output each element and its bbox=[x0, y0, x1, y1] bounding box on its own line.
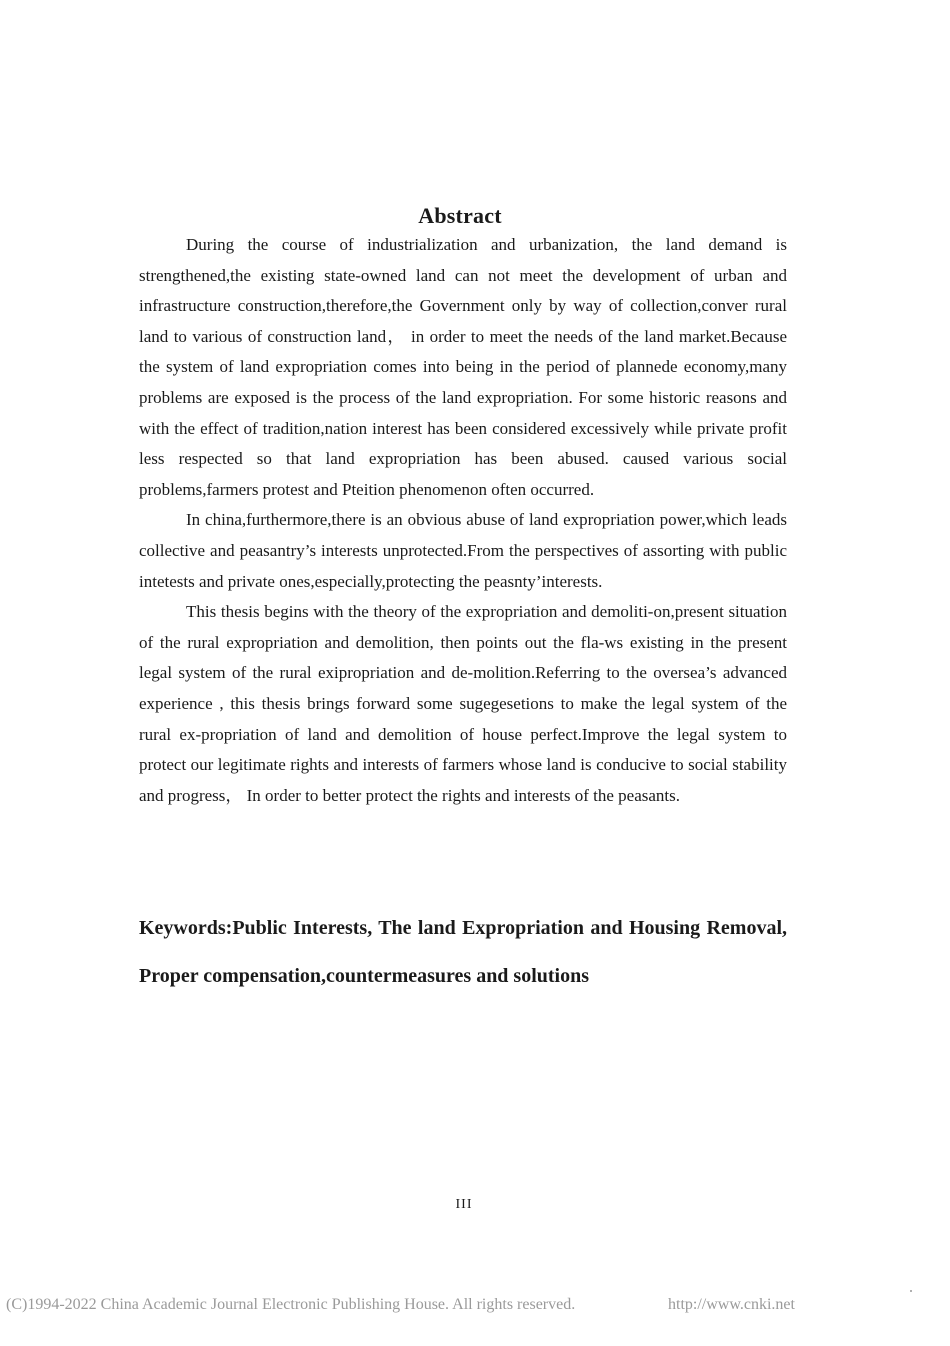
page-title: Abstract bbox=[418, 202, 502, 228]
abstract-paragraph: During the course of industrialization and urbanization, the land demand is strengthened,the existing state-owned land can not meet the development of urban and infrastructure construction,therefore,the Government only by way of collection,conver rural land to various of construction land， in order to meet the needs of the land market.Because the system of land expropriation comes into being in the period of plannede economy,many problems are exposed is the process of the land expropriation. For some historic reasons and with the effect of tradition,nation interest has been considered excessively while private profit less respected so that land expropriation has been abused. caused various social problems,farmers protest and Pteition phenomenon often occurred. bbox=[139, 235, 787, 499]
abstract-paragraph: In china,furthermore,there is an obvious abuse of land expropriation power,which leads collective and peasantry’s interests unprotected.From the perspectives of assorting with public intetests and private ones,especially,protecting the peasnty’interests. bbox=[139, 510, 787, 591]
keywords: Keywords:Public Interests, The land Expropriation and Housing Removal, Proper compensation,countermeasures and solutions bbox=[139, 917, 787, 987]
footer-copyright: (C)1994-2022 China Academic Journal Electronic Publishing House. All rights reserved. bbox=[6, 1296, 576, 1313]
scan-speck bbox=[910, 1290, 912, 1292]
footer-url[interactable]: http://www.cnki.net bbox=[668, 1296, 795, 1313]
page-number: III bbox=[455, 1197, 473, 1212]
abstract-body bbox=[139, 230, 787, 811]
abstract-paragraph: This thesis begins with the theory of the expropriation and demoliti-on,present situation of the rural expropriation and demolition, then points out the fla-ws existing in the present legal system of the rural exipropriation and de-molition.Referring to the oversea’s advanced experience , this thesis brings forward some sugegesetions to make the legal system of the rural ex-propriation of land and demolition of house perfect.Improve the legal system to protect our legitimate rights and interests of farmers whose land is conducive to social stability and progress， In order to better protect the rights and interests of the peasants. bbox=[139, 602, 787, 805]
